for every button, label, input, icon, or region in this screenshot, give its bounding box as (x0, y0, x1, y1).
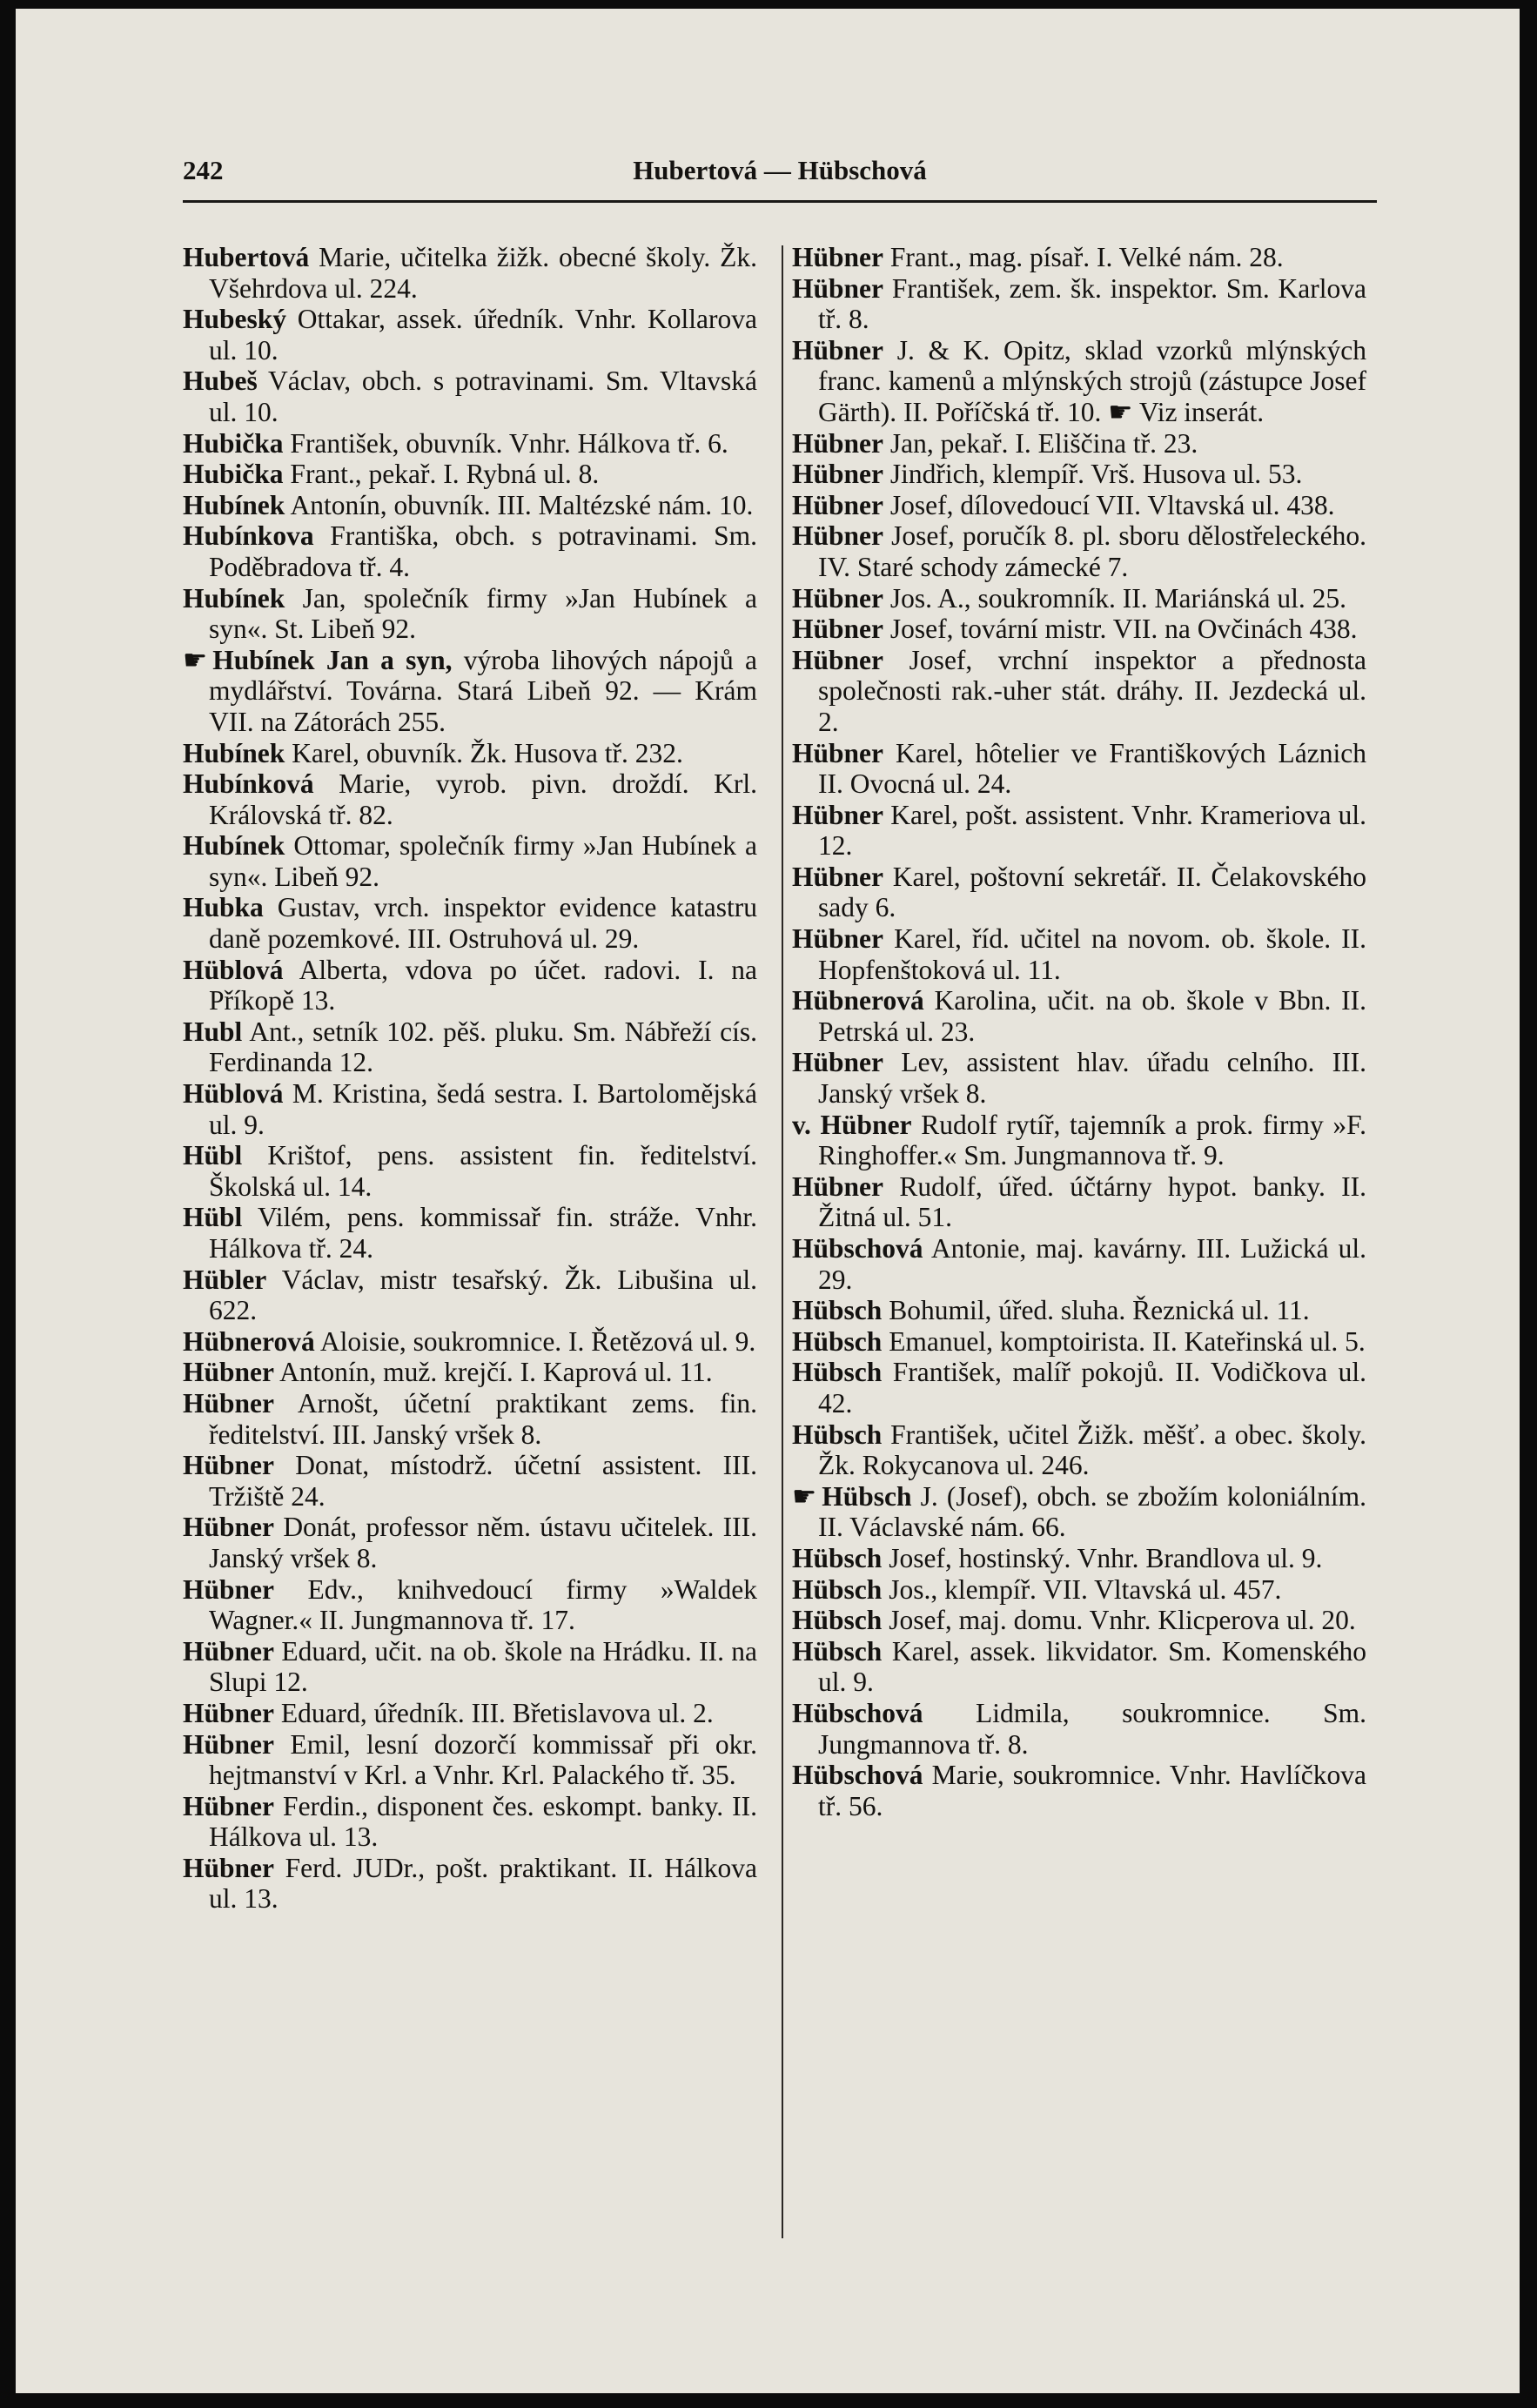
header-rule (183, 200, 1377, 203)
entry-details: Karel, poštovní sekretář. II. Čelakovského sady 6. (818, 861, 1366, 923)
entry-details: Josef, maj. domu. Vnhr. Klicperova ul. 20. (889, 1605, 1356, 1636)
entry-surname: Hübner (792, 644, 884, 675)
directory-entry (183, 1016, 757, 1078)
entry-surname: Hübner (792, 923, 884, 955)
entry-details: Rudolf, úřed. účtárny hypot. banky. II. Žitná ul. 51. (818, 1170, 1367, 1233)
directory-entry (183, 490, 757, 521)
entry-details: Josef, vrchní inspektor a přednosta společnosti rak.-uher stát. dráhy. II. Jezdecká ul. 2. (818, 644, 1366, 737)
directory-entry (792, 1574, 1366, 1606)
entry-surname: Hubínek (183, 830, 285, 862)
directory-entry (183, 1078, 757, 1140)
directory-entry (183, 366, 757, 427)
entry-details: Jan, pekař. I. Eliščina tř. 23. (889, 427, 1198, 459)
entry-details: Jindřich, klempíř. Vrš. Husova ul. 53. (889, 459, 1303, 490)
entry-surname: Hübner (183, 1573, 275, 1605)
directory-entry (183, 892, 757, 954)
directory-entry (183, 955, 757, 1016)
directory-entry (792, 1047, 1366, 1109)
entry-details: J. & K. Opitz, sklad vzorků mlýnských franc. kamenů a mlýnských strojů (zástupce Josef Gärth). II. Poříčská tř. 10. ☛ Viz inserát. (818, 334, 1367, 427)
directory-entry (183, 1636, 757, 1698)
entry-details: M. Kristina, šedá sestra. I. Bartolomějská ul. 9. (209, 1078, 757, 1140)
entry-surname: Hübner (792, 427, 884, 459)
directory-entry (183, 1140, 757, 1202)
entry-details: František, učitel Žižk. měšť. a obec. školy. Žk. Rokycanova ul. 246. (818, 1419, 1366, 1481)
entry-surname: Hübler (183, 1264, 267, 1295)
entry-surname: Hübsch (792, 1573, 883, 1605)
entry-details: Marie, vyrob. pivn. droždí. Krl. Královská tř. 82. (209, 768, 758, 830)
entry-details: Ottakar, assek. úředník. Vnhr. Kollarova ul. 10. (209, 304, 758, 366)
entry-surname: Hübnerová (792, 985, 924, 1016)
entry-details: Karel, pošt. assistent. Vnhr. Krameriova ul. 12. (818, 799, 1366, 862)
entry-surname: Hubínek (183, 737, 285, 768)
entry-details: Jan, společník firmy »Jan Hubínek a syn«. St. Libeň 92. (209, 582, 758, 645)
entry-details: Emanuel, komptoirista. II. Kateřinská ul. 5. (889, 1325, 1366, 1357)
directory-entry (183, 1729, 757, 1791)
directory-entry (792, 1326, 1366, 1358)
entry-details: Donát, professor něm. ústavu učitelek. III. Janský vršek 8. (209, 1512, 758, 1573)
entry-surname: Hubeský (183, 304, 287, 335)
entry-details: Josef, poručík 8. pl. sboru dělostřeleckého. IV. Staré schody zámecké 7. (818, 520, 1367, 582)
entry-details: Josef, tovární mistr. VII. na Ovčinách 438. (889, 614, 1358, 645)
entry-surname: Hüblová (183, 1078, 284, 1110)
directory-entry (183, 304, 757, 366)
entry-details: František, malíř pokojů. II. Vodičkova ul. 42. (818, 1357, 1366, 1419)
directory-entry (183, 1853, 757, 1915)
entry-surname: Hubička (183, 427, 284, 459)
entry-details: Ferdin., disponent čes. eskompt. banky. II. Hálkova ul. 13. (209, 1790, 757, 1853)
directory-entry (183, 1574, 757, 1636)
entry-surname: Hübner (792, 459, 884, 490)
left-column (183, 242, 757, 1915)
entry-surname: Hübner (183, 1852, 275, 1883)
pointing-hand-icon: ☛ (792, 1480, 817, 1512)
directory-entry (792, 1636, 1366, 1698)
directory-entry (792, 520, 1366, 582)
entry-surname: Hübsch (792, 1325, 883, 1357)
entry-surname: Hübner (792, 334, 884, 366)
entry-surname: Hubínek Jan a syn, (212, 644, 453, 675)
page-number: 242 (183, 155, 224, 185)
entry-details: Lidmila, soukromnice. Sm. Jungmannova tř. 8. (818, 1697, 1367, 1760)
directory-entry (183, 1264, 757, 1326)
entry-surname: Hubl (183, 1016, 243, 1047)
directory-entry (792, 583, 1366, 614)
directory-entry (792, 645, 1366, 738)
directory-entry (183, 1388, 757, 1450)
entry-details: Antonín, obuvník. III. Maltézské nám. 10. (290, 489, 754, 520)
entry-details: Jos., klempíř. VII. Vltavská ul. 457. (889, 1573, 1282, 1605)
entry-details: Antonín, muž. krejčí. I. Kaprová ul. 11. (279, 1357, 713, 1388)
right-column (792, 242, 1366, 1821)
entry-surname: Hubertová (183, 242, 310, 272)
entry-surname: Hubínek (183, 489, 285, 520)
directory-entry (792, 1760, 1366, 1821)
entry-details: Aloisie, soukromnice. I. Řetězová ul. 9. (319, 1325, 756, 1357)
entry-details: Donat, místodrž. účetní assistent. III. Tržiště 24. (209, 1450, 757, 1512)
entry-details: výroba lihových nápojů a mydlářství. Továrna. Stará Libeň 92. — Krám VII. na Zátorách 255. (209, 644, 758, 737)
directory-entry (183, 1698, 757, 1729)
entry-details: Vilém, pens. kommissař fin. stráže. Vnhr. Hálkova tř. 24. (209, 1202, 757, 1264)
entry-details: Ottomar, společník firmy »Jan Hubínek a syn«. Libeň 92. (209, 830, 757, 892)
directory-entry (183, 1202, 757, 1264)
entry-details: Edv., knihvedoucí firmy »Waldek Wagner.« II. Jungmannova tř. 17. (209, 1573, 758, 1636)
directory-entry (792, 1171, 1366, 1233)
directory-entry (183, 1450, 757, 1512)
page-header (183, 155, 1377, 198)
entry-surname: Hübsch (792, 1605, 883, 1636)
entry-details: František, obuvník. Vnhr. Hálkova tř. 6. (290, 427, 728, 459)
entry-surname: Hübsch (792, 1295, 883, 1326)
entry-details: Františka, obch. s potravinami. Sm. Poděbradova tř. 4. (209, 520, 758, 582)
entry-surname: Hübner (792, 1170, 884, 1202)
entry-surname: Hübschová (792, 1760, 923, 1791)
entry-surname: Hübsch (792, 1542, 883, 1573)
entry-details: Eduard, učit. na ob. škole na Hrádku. II. na Slupi 12. (209, 1635, 757, 1698)
directory-entry (792, 1419, 1366, 1481)
entry-details: Marie, soukromnice. Vnhr. Havlíčkova tř. 56. (818, 1760, 1366, 1821)
entry-details: František, zem. šk. inspektor. Sm. Karlova tř. 8. (818, 272, 1366, 335)
entry-surname: Hübl (183, 1202, 243, 1233)
entry-details: Karel, obuvník. Žk. Husova tř. 232. (292, 737, 683, 768)
directory-entry (792, 1698, 1366, 1760)
directory-entry (792, 1481, 1366, 1543)
directory-entry (183, 1791, 757, 1853)
entry-details: Lev, assistent hlav. úřadu celního. III. Janský vršek 8. (818, 1047, 1367, 1110)
directory-entry (792, 428, 1366, 459)
directory-entry (183, 459, 757, 490)
directory-entry (792, 862, 1366, 923)
entry-surname: Hubka (183, 892, 264, 923)
directory-entry (792, 985, 1366, 1047)
entry-surname: Hübner (792, 489, 884, 520)
entry-details: Karolina, učit. na ob. škole v Bbn. II. Petrská ul. 23. (818, 985, 1367, 1047)
directory-entry (183, 428, 757, 459)
directory-entry (792, 614, 1366, 645)
entry-surname: Hübner (792, 1047, 884, 1078)
entry-details: Rudolf rytíř, tajemník a prok. firmy »F. Ringhoffer.« Sm. Jungmannova tř. 9. (818, 1109, 1367, 1171)
entry-surname: Hübner (792, 242, 884, 272)
entry-details: Václav, obch. s potravinami. Sm. Vltavská ul. 10. (209, 366, 757, 427)
entry-surname: Hübner (183, 1790, 275, 1821)
entry-surname: Hübsch (792, 1635, 883, 1667)
entry-details: Emil, lesní dozorčí kommissař při okr. hejtmanství v Krl. a Vnhr. Krl. Palackého tř. 35. (209, 1728, 757, 1791)
running-head: Hubertová — Hübschová (633, 155, 927, 185)
directory-entry (792, 335, 1366, 428)
entry-details: Karel, hôtelier ve Františkových Láznich II. Ovocná ul. 24. (818, 737, 1366, 800)
entry-surname: Hubínkova (183, 520, 314, 552)
entry-details: Václav, mistr tesařský. Žk. Libušina ul. 622. (209, 1264, 757, 1326)
directory-entry (792, 1110, 1366, 1171)
entry-details: Frant., pekař. I. Rybná ul. 8. (290, 459, 600, 490)
entry-surname: Hübner (792, 272, 884, 304)
entry-details: Jos. A., soukromník. II. Mariánská ul. 25. (889, 582, 1346, 614)
entry-surname: Hübsch (792, 1357, 883, 1388)
directory-entry (183, 768, 757, 830)
entry-surname: Hubínek (183, 582, 285, 614)
entry-details: Krištof, pens. assistent fin. ředitelství. Školská ul. 14. (209, 1140, 758, 1202)
directory-entry (183, 520, 757, 582)
entry-surname: Hübner (792, 861, 884, 892)
directory-entry (792, 1543, 1366, 1574)
pointing-hand-icon: ☛ (183, 644, 208, 675)
entry-details: Alberta, vdova po účet. radovi. I. na Příkopě 13. (209, 954, 757, 1016)
entry-surname: Hübschová (792, 1697, 923, 1728)
directory-entry (792, 800, 1366, 862)
directory-entry (792, 1295, 1366, 1326)
entry-surname: Hübner (792, 520, 884, 552)
entry-surname: Hüblová (183, 954, 284, 985)
directory-entry (183, 738, 757, 769)
directory-entry (792, 1605, 1366, 1636)
directory-entry (183, 242, 757, 304)
entry-surname: Hübner (792, 799, 884, 830)
entry-surname: Hübner (183, 1357, 275, 1388)
entry-surname: Hübnerová (183, 1325, 315, 1357)
entry-details: Gustav, vrch. inspektor evidence katastru daně pozemkové. III. Ostruhová ul. 29. (209, 892, 758, 955)
entry-surname: Hübsch (792, 1419, 883, 1450)
directory-entry (792, 490, 1366, 521)
entry-details: Josef, hostinský. Vnhr. Brandlova ul. 9. (889, 1542, 1323, 1573)
entry-details: Josef, dílovedoucí VII. Vltavská ul. 438. (889, 489, 1335, 520)
entry-surname: Hübner (183, 1728, 275, 1760)
entry-surname: Hubínková (183, 768, 314, 800)
entry-details: J. (Josef), obch. se zbožím koloniálním. II. Václavské nám. 66. (818, 1480, 1367, 1543)
column-divider (782, 245, 783, 2238)
directory-entry (183, 1512, 757, 1573)
entry-details: Ant., setník 102. pěš. pluku. Sm. Nábřeží cís. Ferdinanda 12. (209, 1016, 757, 1078)
directory-entry (183, 583, 757, 645)
entry-details: Frant., mag. písař. I. Velké nám. 28. (889, 242, 1284, 272)
directory-entry (183, 645, 757, 738)
entry-surname: Hubeš (183, 366, 258, 397)
directory-entry (183, 830, 757, 892)
entry-surname: Hübschová (792, 1233, 923, 1264)
entry-surname: Hübsch (822, 1480, 912, 1512)
directory-entry (792, 273, 1366, 335)
entry-details: Marie, učitelka žižk. obecné školy. Žk. Všehrdova ul. 224. (209, 242, 758, 304)
directory-entry (792, 1357, 1366, 1419)
entry-surname: Hübner (183, 1387, 275, 1419)
entry-surname: Hubička (183, 459, 284, 490)
entry-details: Bohumil, úřed. sluha. Řeznická ul. 11. (889, 1295, 1310, 1326)
entry-details: Ferd. JUDr., pošt. praktikant. II. Hálkova ul. 13. (209, 1852, 757, 1915)
entry-details: Arnošt, účetní praktikant zems. fin. ředitelství. III. Janský vršek 8. (209, 1387, 758, 1450)
directory-entry (792, 923, 1366, 985)
entry-details: Antonie, maj. kavárny. III. Lužická ul. 29. (818, 1233, 1366, 1295)
entry-details: Karel, assek. likvidator. Sm. Komenského ul. 9. (818, 1635, 1366, 1698)
entry-surname: Hübner (183, 1635, 275, 1667)
entry-surname: Hübner (183, 1450, 275, 1481)
entry-surname: Hübner (792, 737, 884, 768)
entry-surname: Hübner (183, 1697, 275, 1728)
directory-page (16, 9, 1520, 2393)
entry-surname: Hübner (183, 1512, 275, 1543)
entry-surname: Hübner (792, 582, 884, 614)
entry-surname: Hübner (792, 614, 884, 645)
directory-entry (792, 242, 1366, 273)
entry-details: Eduard, úředník. III. Břetislavova ul. 2. (280, 1697, 714, 1728)
directory-entry (792, 1233, 1366, 1295)
directory-entry (792, 738, 1366, 800)
entry-details: Karel, říd. učitel na novom. ob. škole. II. Hopfenštoková ul. 11. (818, 923, 1366, 985)
entry-surname: v. Hübner (792, 1109, 912, 1140)
entry-surname: Hübl (183, 1140, 243, 1171)
directory-entry (183, 1357, 757, 1388)
directory-entry (183, 1326, 757, 1358)
directory-entry (792, 459, 1366, 490)
